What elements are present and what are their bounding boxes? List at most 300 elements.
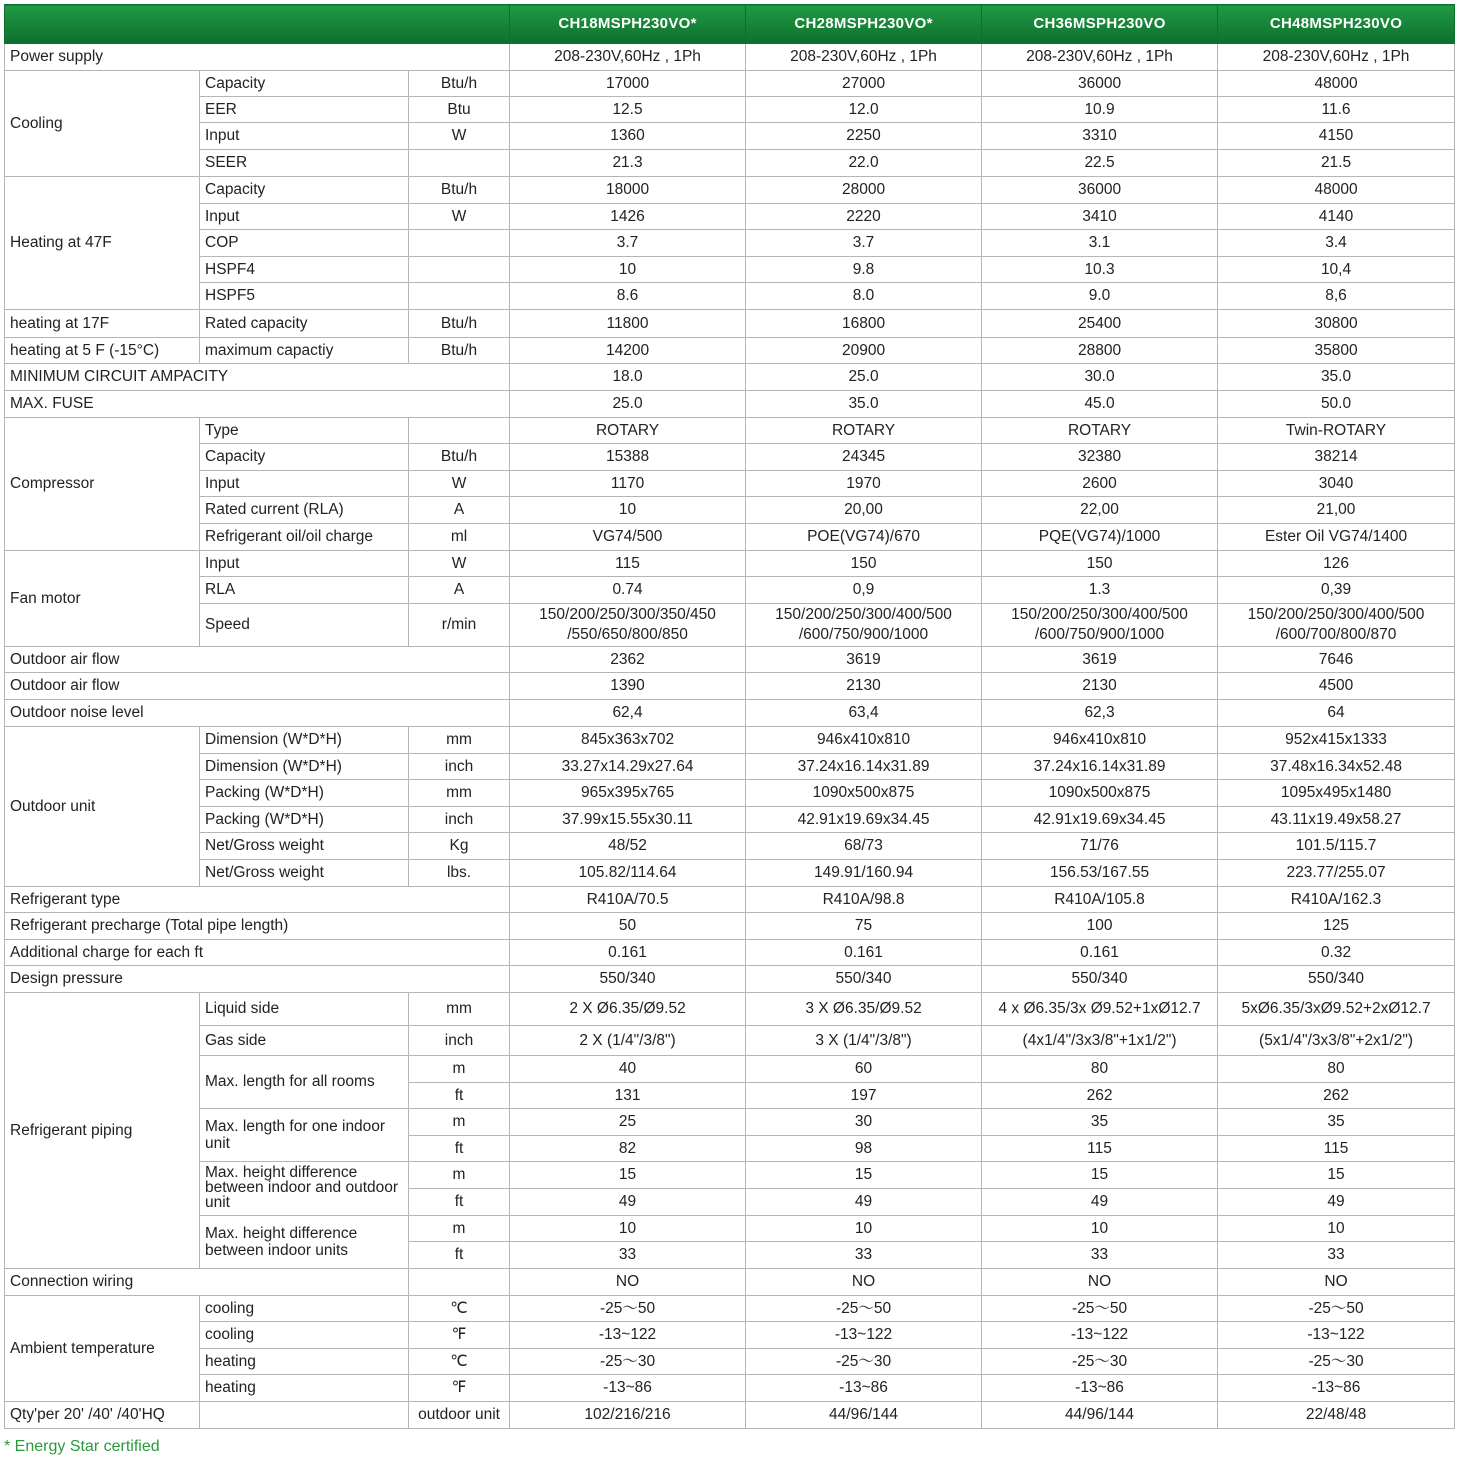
value-cell: 10	[982, 1216, 1218, 1242]
row-item-label: Dimension (W*D*H)	[200, 727, 409, 754]
table-row	[5, 913, 1455, 940]
value-cell: 11.6	[1218, 97, 1455, 123]
row-item-label: EER	[200, 97, 409, 123]
speed-line-1: 150/200/250/300/400/500	[1011, 605, 1188, 623]
value-cell: 49	[510, 1189, 746, 1216]
value-cell: 8.0	[746, 283, 982, 310]
value-cell: 49	[1218, 1189, 1455, 1216]
row-unit: Kg	[409, 833, 510, 860]
value-cell: 22,00	[982, 497, 1218, 524]
table-row	[5, 1056, 1455, 1083]
value-cell: 149.91/160.94	[746, 860, 982, 887]
value-cell: 262	[1218, 1083, 1455, 1109]
row-unit: ft	[409, 1189, 510, 1216]
value-cell: 71/76	[982, 833, 1218, 860]
value-cell: 48000	[1218, 177, 1455, 204]
row-unit: Btu/h	[409, 338, 510, 364]
value-cell: 11800	[510, 310, 746, 338]
value-cell: 21.3	[510, 150, 746, 177]
value-cell: 35.0	[746, 391, 982, 418]
table-row	[5, 754, 1455, 780]
table-row	[5, 418, 1455, 444]
value-cell: 15388	[510, 444, 746, 471]
row-item-label: cooling	[200, 1322, 409, 1349]
row-item-label: Input	[200, 551, 409, 577]
value-cell: -13~86	[1218, 1375, 1455, 1402]
table-row	[5, 338, 1455, 364]
value-cell: 16800	[746, 310, 982, 338]
value-cell: 25.0	[510, 391, 746, 418]
value-cell: 49	[746, 1189, 982, 1216]
value-cell: 12.0	[746, 97, 982, 123]
row-item-label: Refrigerant oil/oil charge	[200, 524, 409, 551]
row-group-label: Qty'per 20' /40' /40'HQ	[5, 1402, 200, 1429]
value-cell: 9.0	[982, 283, 1218, 310]
value-cell: 1.3	[982, 577, 1218, 604]
value-cell: -13~86	[746, 1375, 982, 1402]
table-row	[5, 471, 1455, 497]
table-row	[5, 673, 1455, 700]
value-cell: 5xØ6.35/3xØ9.52+2xØ12.7	[1218, 993, 1455, 1026]
value-cell: NO	[982, 1269, 1218, 1296]
table-row	[5, 700, 1455, 727]
table-row	[5, 391, 1455, 418]
value-cell: PQE(VG74)/1000	[982, 524, 1218, 551]
value-cell: 3.7	[746, 230, 982, 257]
value-cell: 223.77/255.07	[1218, 860, 1455, 887]
value-cell: 43.11x19.49x58.27	[1218, 807, 1455, 833]
row-item-label: Capacity	[200, 444, 409, 471]
table-row	[5, 123, 1455, 150]
value-cell: 2130	[982, 673, 1218, 700]
table-row	[5, 727, 1455, 754]
table-row	[5, 1322, 1455, 1349]
value-cell: 0,39	[1218, 577, 1455, 604]
row-unit	[409, 1269, 510, 1296]
row-unit: Btu/h	[409, 177, 510, 204]
value-cell: 22.0	[746, 150, 982, 177]
row-item-label: Packing (W*D*H)	[200, 807, 409, 833]
row-unit	[409, 230, 510, 257]
value-cell: 82	[510, 1136, 746, 1162]
value-cell: 952x415x1333	[1218, 727, 1455, 754]
value-cell: 37.24x16.14x31.89	[982, 754, 1218, 780]
value-cell: 50	[510, 913, 746, 940]
speed-line-2: /600/750/900/1000	[798, 626, 929, 643]
row-group-label: Power supply	[5, 44, 510, 71]
value-cell: 63,4	[746, 700, 982, 727]
row-group-label: Refrigerant type	[5, 887, 510, 913]
value-cell: 33.27x14.29x27.64	[510, 754, 746, 780]
value-cell: -13~86	[510, 1375, 746, 1402]
value-cell: (4x1/4"/3x3/8"+1x1/2")	[982, 1026, 1218, 1056]
value-cell: 25.0	[746, 364, 982, 391]
value-cell: 1360	[510, 123, 746, 150]
row-item-label: COP	[200, 230, 409, 257]
value-cell: 4 x Ø6.35/3x Ø9.52+1xØ12.7	[982, 993, 1218, 1026]
value-cell: 0.32	[1218, 940, 1455, 966]
value-cell: 115	[510, 551, 746, 577]
value-cell: 3619	[982, 647, 1218, 673]
value-cell: 15	[510, 1162, 746, 1189]
value-cell: 9.8	[746, 257, 982, 283]
value-cell: 1170	[510, 471, 746, 497]
value-cell: Ester Oil VG74/1400	[1218, 524, 1455, 551]
value-cell: 101.5/115.7	[1218, 833, 1455, 860]
row-group-label: Refrigerant piping	[5, 993, 200, 1269]
value-cell: R410A/105.8	[982, 887, 1218, 913]
row-unit: r/min	[409, 604, 510, 647]
row-unit: lbs.	[409, 860, 510, 887]
value-cell: 3410	[982, 204, 1218, 230]
value-cell	[1218, 604, 1455, 647]
value-cell: R410A/98.8	[746, 887, 982, 913]
row-group-label: Additional charge for each ft	[5, 940, 510, 966]
value-cell: 33	[982, 1242, 1218, 1269]
value-cell: 48000	[1218, 71, 1455, 97]
value-cell: 946x410x810	[746, 727, 982, 754]
value-cell: 550/340	[510, 966, 746, 993]
value-cell: 100	[982, 913, 1218, 940]
row-group-label: MAX. FUSE	[5, 391, 510, 418]
row-item-label: Packing (W*D*H)	[200, 780, 409, 807]
table-row	[5, 551, 1455, 577]
value-cell: 36000	[982, 177, 1218, 204]
value-cell: 35.0	[1218, 364, 1455, 391]
value-cell: 3619	[746, 647, 982, 673]
value-cell: -13~122	[982, 1322, 1218, 1349]
value-cell: 125	[1218, 913, 1455, 940]
row-item-label: RLA	[200, 577, 409, 604]
value-cell: 33	[510, 1242, 746, 1269]
value-cell: 68/73	[746, 833, 982, 860]
row-unit: W	[409, 204, 510, 230]
value-cell: 36000	[982, 71, 1218, 97]
value-cell: 262	[982, 1083, 1218, 1109]
value-cell: 25	[510, 1109, 746, 1136]
value-cell	[982, 604, 1218, 647]
value-cell: 10	[510, 257, 746, 283]
model-header: CH18MSPH230VO*	[510, 5, 746, 44]
value-cell	[746, 604, 982, 647]
speed-line-2: /550/650/800/850	[567, 626, 688, 643]
value-cell: 3.4	[1218, 230, 1455, 257]
value-cell: 21,00	[1218, 497, 1455, 524]
value-cell: 7646	[1218, 647, 1455, 673]
value-cell: 550/340	[746, 966, 982, 993]
row-item-label: Max. height difference between indoor units	[200, 1216, 409, 1269]
value-cell: 32380	[982, 444, 1218, 471]
value-cell: 208-230V,60Hz , 1Ph	[510, 44, 746, 71]
row-item-label: HSPF5	[200, 283, 409, 310]
row-group-label: heating at 17F	[5, 310, 200, 338]
table-row	[5, 1349, 1455, 1375]
row-unit: W	[409, 551, 510, 577]
value-cell: 156.53/167.55	[982, 860, 1218, 887]
value-cell: 2250	[746, 123, 982, 150]
value-cell: 0.161	[746, 940, 982, 966]
value-cell: NO	[510, 1269, 746, 1296]
speed-line-2: /600/700/800/870	[1275, 626, 1397, 643]
table-row	[5, 71, 1455, 97]
table-row	[5, 604, 1455, 647]
value-cell: 10	[510, 1216, 746, 1242]
row-item-label	[200, 1402, 409, 1429]
value-cell: 10	[1218, 1216, 1455, 1242]
row-item-label: Input	[200, 204, 409, 230]
value-cell: R410A/70.5	[510, 887, 746, 913]
value-cell: 1390	[510, 673, 746, 700]
row-item-label: Capacity	[200, 71, 409, 97]
value-cell: 30800	[1218, 310, 1455, 338]
value-cell: 8.6	[510, 283, 746, 310]
value-cell: 49	[982, 1189, 1218, 1216]
header-row	[5, 5, 1455, 44]
value-cell: 20900	[746, 338, 982, 364]
value-cell: 48/52	[510, 833, 746, 860]
row-group-label: heating at 5 F (-15°C)	[5, 338, 200, 364]
value-cell: 0.74	[510, 577, 746, 604]
row-unit: m	[409, 1216, 510, 1242]
value-cell: 42.91x19.69x34.45	[982, 807, 1218, 833]
value-cell: 30.0	[982, 364, 1218, 391]
value-cell: 8,6	[1218, 283, 1455, 310]
value-cell: 35800	[1218, 338, 1455, 364]
row-unit: ft	[409, 1242, 510, 1269]
row-item-label: heating	[200, 1375, 409, 1402]
row-unit: ml	[409, 524, 510, 551]
table-row	[5, 860, 1455, 887]
value-cell	[510, 604, 746, 647]
row-unit: m	[409, 1056, 510, 1083]
row-item-label: Liquid side	[200, 993, 409, 1026]
value-cell: 37.99x15.55x30.11	[510, 807, 746, 833]
value-cell: 3 X Ø6.35/Ø9.52	[746, 993, 982, 1026]
value-cell: 28800	[982, 338, 1218, 364]
speed-line-1: 150/200/250/300/350/450	[539, 605, 716, 623]
value-cell: 35	[982, 1109, 1218, 1136]
row-unit: ℉	[409, 1322, 510, 1349]
row-unit: inch	[409, 1026, 510, 1056]
row-unit: ℉	[409, 1375, 510, 1402]
row-item-label: HSPF4	[200, 257, 409, 283]
value-cell: 24345	[746, 444, 982, 471]
table-row	[5, 887, 1455, 913]
value-cell: 105.82/114.64	[510, 860, 746, 887]
footnote: * Energy Star certified	[4, 1438, 160, 1455]
value-cell: 30	[746, 1109, 982, 1136]
value-cell: 14200	[510, 338, 746, 364]
table-row	[5, 444, 1455, 471]
value-cell: 2220	[746, 204, 982, 230]
value-cell: 62,3	[982, 700, 1218, 727]
row-group-label: Design pressure	[5, 966, 510, 993]
value-cell: 38214	[1218, 444, 1455, 471]
value-cell: 0.161	[510, 940, 746, 966]
row-group-label: Refrigerant precharge (Total pipe length)	[5, 913, 510, 940]
value-cell: 2362	[510, 647, 746, 673]
value-cell: 550/340	[982, 966, 1218, 993]
value-cell: 62,4	[510, 700, 746, 727]
row-unit: ℃	[409, 1349, 510, 1375]
value-cell: 22.5	[982, 150, 1218, 177]
table-row	[5, 230, 1455, 257]
row-unit: ft	[409, 1083, 510, 1109]
value-cell: 15	[1218, 1162, 1455, 1189]
row-group-label: Ambient temperature	[5, 1296, 200, 1402]
value-cell: 44/96/144	[982, 1402, 1218, 1429]
value-cell: 126	[1218, 551, 1455, 577]
row-unit: outdoor unit	[409, 1402, 510, 1429]
value-cell: 80	[1218, 1056, 1455, 1083]
table-row	[5, 364, 1455, 391]
table-row	[5, 940, 1455, 966]
value-cell: 0,9	[746, 577, 982, 604]
spec-table	[4, 4, 1455, 1429]
row-group-label: MINIMUM CIRCUIT AMPACITY	[5, 364, 510, 391]
table-row	[5, 177, 1455, 204]
value-cell: 15	[982, 1162, 1218, 1189]
value-cell: -13~86	[982, 1375, 1218, 1402]
row-item-label: Type	[200, 418, 409, 444]
value-cell: -25～50	[982, 1296, 1218, 1322]
value-cell: 965x395x765	[510, 780, 746, 807]
value-cell: 102/216/216	[510, 1402, 746, 1429]
row-item-label: Dimension (W*D*H)	[200, 754, 409, 780]
value-cell: 4500	[1218, 673, 1455, 700]
row-item-label: maximum capactiy	[200, 338, 409, 364]
value-cell: 33	[1218, 1242, 1455, 1269]
value-cell: 2 X Ø6.35/Ø9.52	[510, 993, 746, 1026]
value-cell: 10.3	[982, 257, 1218, 283]
table-row	[5, 1109, 1455, 1136]
value-cell: 10.9	[982, 97, 1218, 123]
value-cell: 27000	[746, 71, 982, 97]
value-cell: VG74/500	[510, 524, 746, 551]
row-group-label: Connection wiring	[5, 1269, 409, 1296]
value-cell: 197	[746, 1083, 982, 1109]
value-cell: 10,4	[1218, 257, 1455, 283]
model-header: CH48MSPH230VO	[1218, 5, 1455, 44]
row-item-label: cooling	[200, 1296, 409, 1322]
table-row	[5, 497, 1455, 524]
row-unit: W	[409, 471, 510, 497]
value-cell: 208-230V,60Hz , 1Ph	[982, 44, 1218, 71]
row-item-label: Capacity	[200, 177, 409, 204]
row-unit: m	[409, 1162, 510, 1189]
value-cell: 37.24x16.14x31.89	[746, 754, 982, 780]
row-item-label: Max. length for all rooms	[200, 1056, 409, 1109]
value-cell: (5x1/4"/3x3/8"+2x1/2")	[1218, 1026, 1455, 1056]
value-cell: -25～30	[982, 1349, 1218, 1375]
table-row	[5, 807, 1455, 833]
model-header: CH28MSPH230VO*	[746, 5, 982, 44]
table-row	[5, 833, 1455, 860]
row-item-label: Rated current (RLA)	[200, 497, 409, 524]
row-item-label: Input	[200, 123, 409, 150]
row-unit	[409, 283, 510, 310]
table-row	[5, 257, 1455, 283]
row-group-label: Compressor	[5, 418, 200, 551]
value-cell: 131	[510, 1083, 746, 1109]
value-cell: 20,00	[746, 497, 982, 524]
table-row	[5, 524, 1455, 551]
table-row	[5, 283, 1455, 310]
table-row	[5, 1162, 1455, 1189]
value-cell: 60	[746, 1056, 982, 1083]
row-unit: A	[409, 577, 510, 604]
value-cell: 150	[746, 551, 982, 577]
table-row	[5, 1026, 1455, 1056]
table-row	[5, 966, 1455, 993]
row-unit: mm	[409, 993, 510, 1026]
value-cell: 2600	[982, 471, 1218, 497]
value-cell: 2130	[746, 673, 982, 700]
table-row	[5, 1375, 1455, 1402]
value-cell: NO	[746, 1269, 982, 1296]
value-cell: 1970	[746, 471, 982, 497]
value-cell: 12.5	[510, 97, 746, 123]
table-row	[5, 97, 1455, 123]
header-blank	[5, 5, 510, 44]
row-item-label: Gas side	[200, 1026, 409, 1056]
row-item-label: Net/Gross weight	[200, 860, 409, 887]
value-cell: 845x363x702	[510, 727, 746, 754]
value-cell: 40	[510, 1056, 746, 1083]
table-row	[5, 1402, 1455, 1429]
table-row	[5, 577, 1455, 604]
value-cell: 1090x500x875	[746, 780, 982, 807]
row-unit: Btu/h	[409, 310, 510, 338]
row-unit: mm	[409, 780, 510, 807]
row-unit: ℃	[409, 1296, 510, 1322]
value-cell: 18.0	[510, 364, 746, 391]
value-cell: 18000	[510, 177, 746, 204]
value-cell: 42.91x19.69x34.45	[746, 807, 982, 833]
value-cell: -25～50	[1218, 1296, 1455, 1322]
value-cell: ROTARY	[982, 418, 1218, 444]
row-unit	[409, 257, 510, 283]
value-cell: 208-230V,60Hz , 1Ph	[1218, 44, 1455, 71]
row-group-label: Outdoor noise level	[5, 700, 510, 727]
value-cell: 25400	[982, 310, 1218, 338]
value-cell: 1090x500x875	[982, 780, 1218, 807]
value-cell: 80	[982, 1056, 1218, 1083]
model-header: CH36MSPH230VO	[982, 5, 1218, 44]
table-row	[5, 1216, 1455, 1242]
value-cell: Twin-ROTARY	[1218, 418, 1455, 444]
row-item-label: Max. height difference between indoor and outdoor unit	[200, 1162, 409, 1216]
value-cell: 3.7	[510, 230, 746, 257]
row-item-label: Rated capacity	[200, 310, 409, 338]
value-cell: -13~122	[746, 1322, 982, 1349]
value-cell: 150	[982, 551, 1218, 577]
value-cell: NO	[1218, 1269, 1455, 1296]
value-cell: 3310	[982, 123, 1218, 150]
row-unit: ft	[409, 1136, 510, 1162]
row-unit: A	[409, 497, 510, 524]
value-cell: 0.161	[982, 940, 1218, 966]
table-row	[5, 780, 1455, 807]
value-cell: POE(VG74)/670	[746, 524, 982, 551]
row-item-label: heating	[200, 1349, 409, 1375]
row-group-label: Outdoor air flow	[5, 647, 510, 673]
value-cell: 75	[746, 913, 982, 940]
value-cell: 37.48x16.34x52.48	[1218, 754, 1455, 780]
value-cell: -25～30	[746, 1349, 982, 1375]
row-group-label: Outdoor air flow	[5, 673, 510, 700]
row-group-label: Fan motor	[5, 551, 200, 647]
